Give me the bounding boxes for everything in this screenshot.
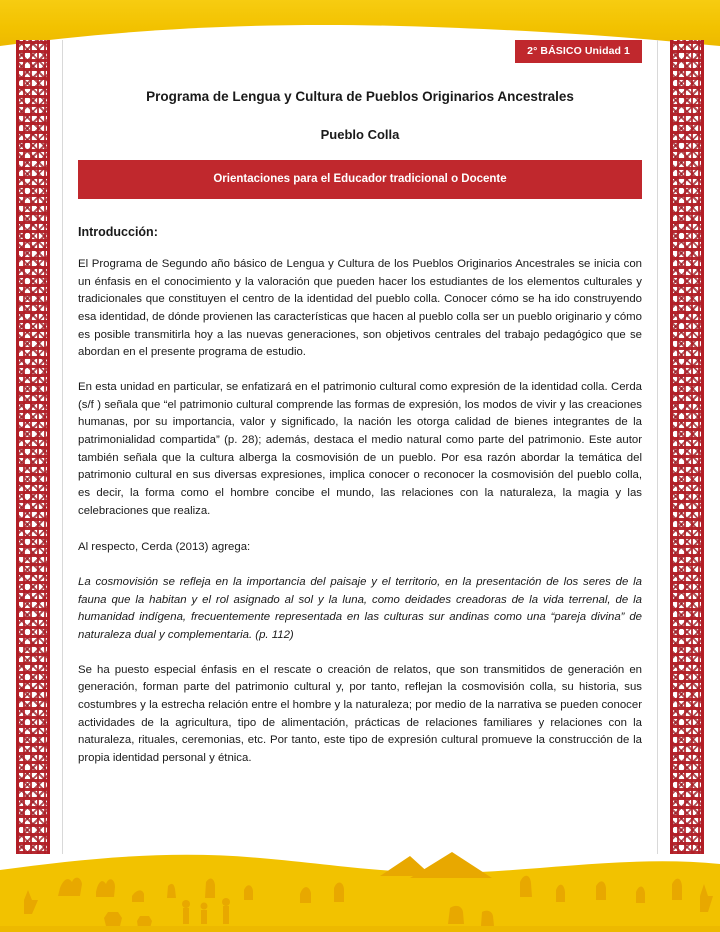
paragraph-1: El Programa de Segundo año básico de Lengua y Cultura de los Pueblos Originarios Ancestrales se inicia con un énfasis en el conocimiento y la valoración que pueden hacer los estudiantes de los elementos culturales y tradicionales que constituyen el centro de la identidad del pueblo colla. Conocer cómo se ha ido construyendo esa identidad, de dónde provienen las características que hacen al pueblo colla ser un pueblo originario y cómo es posible transmitirla hoy a las nuevas generaciones, son objetivos centrales del trabajo pedagógico que se abordan en el presente programa de estudio.: [78, 257, 642, 359]
bottom-decorative-band: [0, 842, 720, 932]
right-border-edge-inner: [670, 40, 673, 854]
paragraph-closing: Se ha puesto especial énfasis en el rescate o creación de relatos, que son transmitidos de generación en generación, forman parte del patrimonio cultural y, por tanto, reflejan la cosmovisión colla, su historia, sus costumbres y la estrecha relación entre el hombre y la naturaleza; por medio de la narrativa se pueden conocer actividades de la agricultura, tipo de alimentación, prácticas de relaciones familiares y relaciones con la naturaleza, rituales, ceremonias, etc. Por tanto, este tipo de expresión cultural promueve la construcción de la propia identidad personal y étnica.: [78, 663, 642, 765]
document-content: [78, 72, 642, 836]
content-frame-line-left: [62, 40, 63, 854]
section-heading-introduccion: Introducción:: [78, 224, 158, 239]
paragraph-2: En esta unidad en particular, se enfatizará en el patrimonio cultural como expresión de la identidad colla. Cerda (s/f ) señala que “el patrimonio cultural comprende las formas de expresión, los modos de vivir y las creaciones humanas, por su importancia, valor y significado, la nación les otorga calidad de bienes integrantes de la patrimonialidad compartida” (p. 28); además, destaca el medio natural como parte del patrimonio. Este autor también señala que la cultura alberga la cosmovisión de un pueblo. Por esa razón abordar la temática del patrimonio cultural en sus diversas expresiones, implica conocer o reconocer la cosmovisión del pueblo colla, es decir, la forma como el hombre concibe el mundo, las relaciones con la naturaleza, la magia y las celebraciones que realiza.: [78, 380, 642, 517]
content-frame-line-right: [657, 40, 658, 854]
left-border-edge-outer: [16, 40, 19, 854]
blockquote-cosmovision: La cosmovisión se refleja en la importancia del paisaje y el territorio, en la presentación de los seres de la fauna que la habitan y el rol asignado al sol y la luna, como deidades creadoras de la vida terrenal, de la humanidad indígena, frecuentemente representada en las culturas sur andinas como una “pareja divina” de naturaleza dual y complementaria. (p. 112): [78, 575, 642, 641]
left-border-edge-inner: [47, 40, 50, 854]
page-title: Programa de Lengua y Cultura de Pueblos Originarios Ancestrales: [146, 89, 574, 104]
right-border-edge-outer: [701, 40, 704, 854]
right-decorative-border: [670, 40, 704, 854]
left-decorative-border: [16, 40, 50, 854]
right-border-pattern: [670, 40, 704, 854]
left-border-pattern: [16, 40, 50, 854]
page-subtitle: Pueblo Colla: [320, 126, 400, 142]
paragraph-quote-lead-in: Al respecto, Cerda (2013) agrega:: [78, 541, 251, 554]
unit-badge: 2° BÁSICO Unidad 1: [515, 40, 642, 63]
orientation-banner: Orientaciones para el Educador tradicional o Docente: [78, 160, 642, 199]
